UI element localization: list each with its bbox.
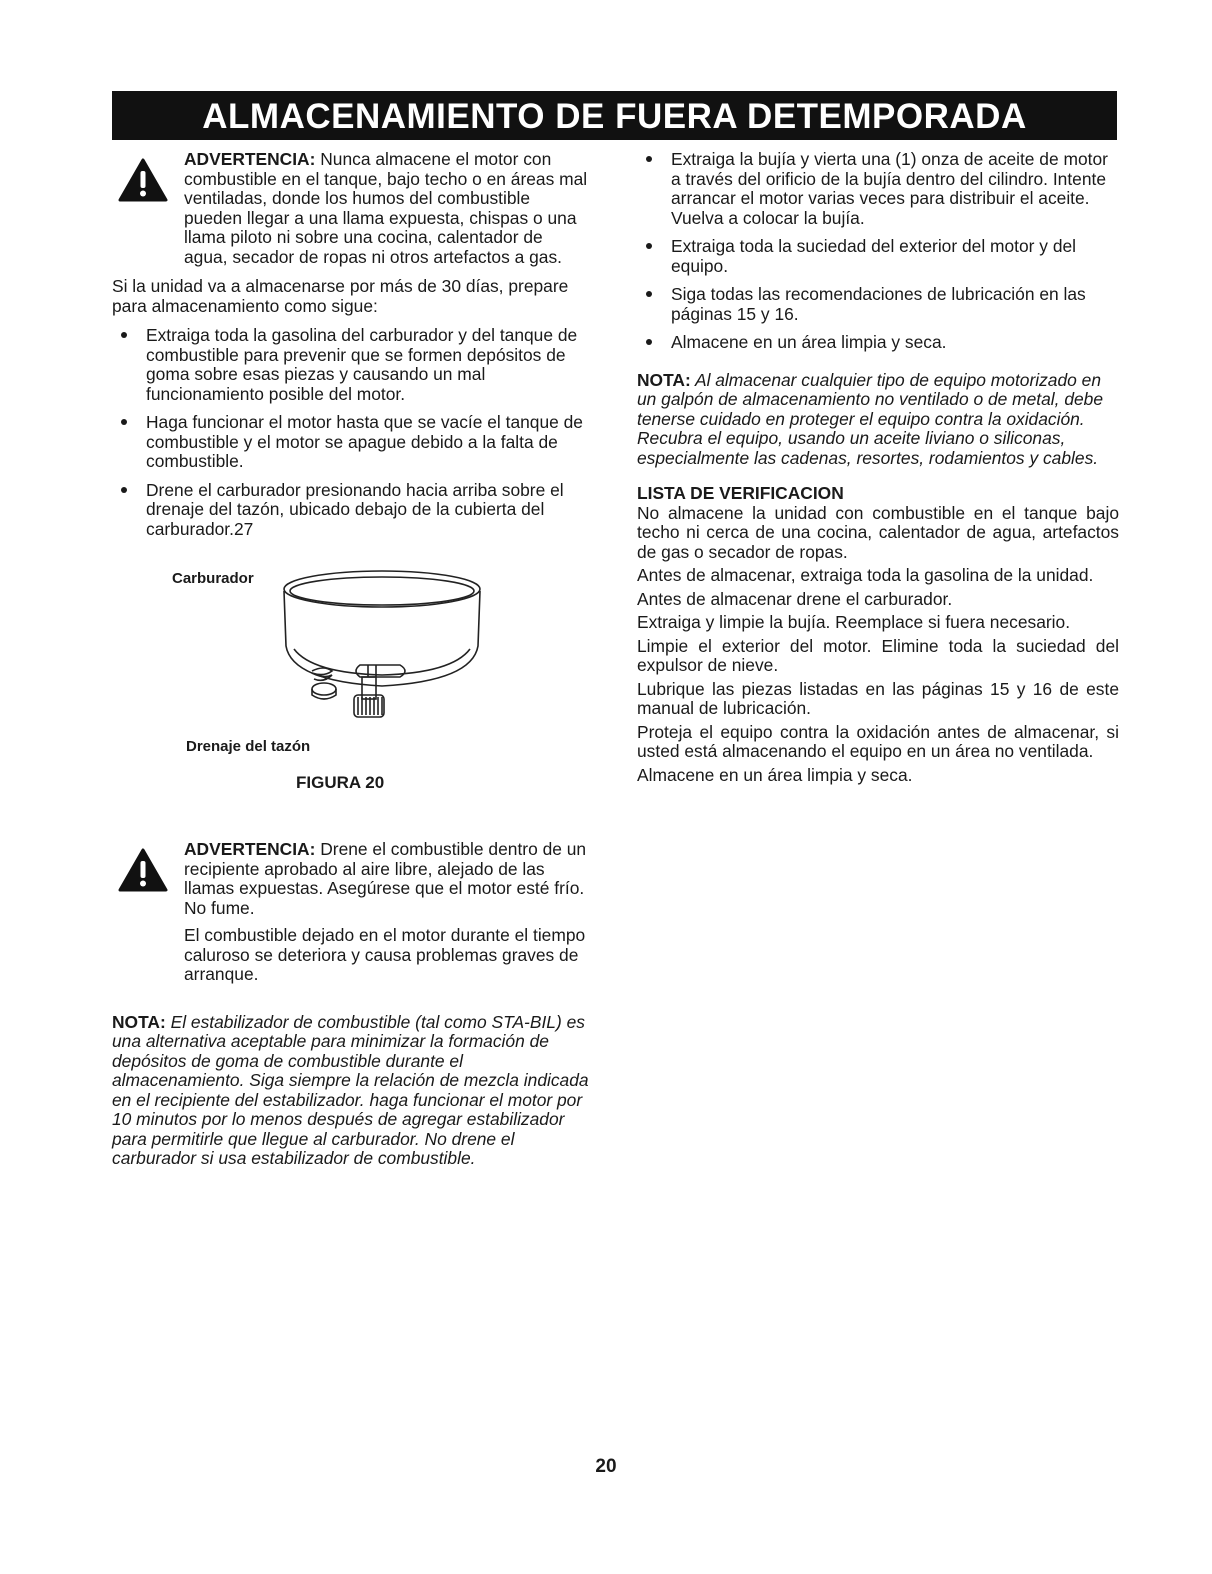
nota-label: NOTA: (112, 1011, 166, 1032)
warning-text-2b: El combustible dejado en el motor durante el tiempo caluroso se deteriora y causa problemas graves de arranque. (184, 925, 586, 984)
nota-body: Al almacenar cualquier tipo de equipo motorizado en un galpón de almacenamiento no ventilado o de metal, debe tenerse cuidado en proteger el equipo contra la oxidación. Recubra el equipo, usando un aceite liviano o siliconas, especialmente las cadenas, resortes, rodamientos y cables. (637, 369, 1104, 468)
checklist-item: Extraiga y limpie la bujía. Reemplace si fuera necesario. (637, 612, 1071, 632)
warning-block-1 (112, 150, 590, 267)
label-drenaje: Drenaje del tazón (186, 738, 311, 755)
checklist-item: No almacene la unidad con combustible en el tanque bajo techo ni cerca de una cocina, calentador de agua, artefactos de gas o secador de ropas. (637, 502, 1119, 562)
left-column (112, 150, 590, 1169)
carburetor-bowl-illustration (272, 561, 512, 741)
checklist-item: Antes de almacenar, extraiga toda la gasolina de la unidad. (637, 565, 1094, 585)
warning-text-1 (184, 150, 590, 267)
figure-20 (112, 561, 590, 826)
checklist-item: Lubrique las piezas listadas en las páginas 15 y 16 de este manual de lubricación. (637, 678, 1119, 718)
right-bullet-list (637, 150, 1119, 353)
label-carburador: Carburador (172, 570, 254, 587)
warning-label: ADVERTENCIA: (184, 149, 316, 169)
checklist-item: Limpie el exterior del motor. Elimine toda la suciedad del expulsor de nieve. (637, 635, 1119, 675)
nota-label: NOTA: (637, 369, 691, 390)
list-item: Almacene en un área limpia y seca. (637, 333, 1119, 353)
list-item: Haga funcionar el motor hasta que se vacíe el tanque de combustible y el motor se apague debido a la falta de combustible. (112, 413, 590, 472)
checklist-item: Almacene en un área limpia y seca. (637, 764, 913, 785)
checklist-title: LISTA DE VERIFICACION (637, 483, 844, 503)
list-item: Extraiga la bujía y vierta una (1) onza de aceite de motor a través del orificio de la bujía dentro del cilindro. Intente arrancar el motor varias veces para distribuir el aceite. Vuelva a colocar la bujía. (637, 150, 1119, 228)
warning-text-2 (184, 840, 590, 918)
list-item: Drene el carburador presionando hacia arriba sobre el drenaje del tazón, ubicado debajo de la cubierta del carburador.27 (112, 481, 590, 540)
right-column (637, 150, 1119, 785)
warning-block-2 (112, 840, 590, 985)
page-number: 20 (595, 1456, 617, 1477)
intro-text: Si la unidad va a almacenarse por más de 30 días, prepare para almacenamiento como sigue: (112, 276, 569, 316)
left-bullet-list (112, 326, 590, 539)
checklist (637, 504, 1119, 786)
list-item: Siga todas las recomendaciones de lubricación en las páginas 15 y 16. (637, 285, 1119, 324)
warning-body: Nunca almacene el motor con combustible en el tanque, bajo techo o en áreas mal ventiladas, donde los humos del combustible pueden llegar a una llama expuesta, chispas o una llama piloto ni sobre una cocina, calentador de agua, secador de ropas ni otros artefactos a gas. (184, 149, 588, 267)
list-item: Extraiga toda la suciedad del exterior del motor y del equipo. (637, 237, 1119, 276)
figure-caption: FIGURA 20 (296, 773, 385, 792)
warning-triangle-icon (118, 848, 168, 892)
page-title: ALMACENAMIENTO DE FUERA DETEMPORADA (112, 91, 1117, 140)
warning-body: Drene el combustible dentro de un recipiente aprobado al aire libre, alejado de las llamas expuestas. Asegúrese que el motor esté frío. No fume. (184, 839, 587, 918)
checklist-item: Proteja el equipo contra la oxidación antes de almacenar, si usted está almacenando el equipo en un área no ventilada. (637, 721, 1119, 761)
warning-triangle-icon (118, 158, 168, 202)
nota-right (637, 371, 1119, 469)
nota-left (112, 1013, 590, 1169)
nota-body: El estabilizador de combustible (tal como STA-BIL) es una alternativa aceptable para minimizar la formación de depósitos de goma de combustible durante el almacenamiento. Siga siempre la relación de mezcla indicada en el recipiente del estabilizador. haga funcionar el motor por 10 minutos por lo menos después de agregar estabilizador para permitirle que llegue al carburador. No drene el carburador si usa estabilizador de combustible. (112, 1011, 589, 1168)
list-item: Extraiga toda la gasolina del carburador y del tanque de combustible para prevenir que se formen depósitos de goma sobre esas piezas y causando un mal funcionamiento posible del motor. (112, 326, 590, 404)
warning-label: ADVERTENCIA: (184, 839, 316, 859)
checklist-item: Antes de almacenar drene el carburador. (637, 588, 953, 609)
